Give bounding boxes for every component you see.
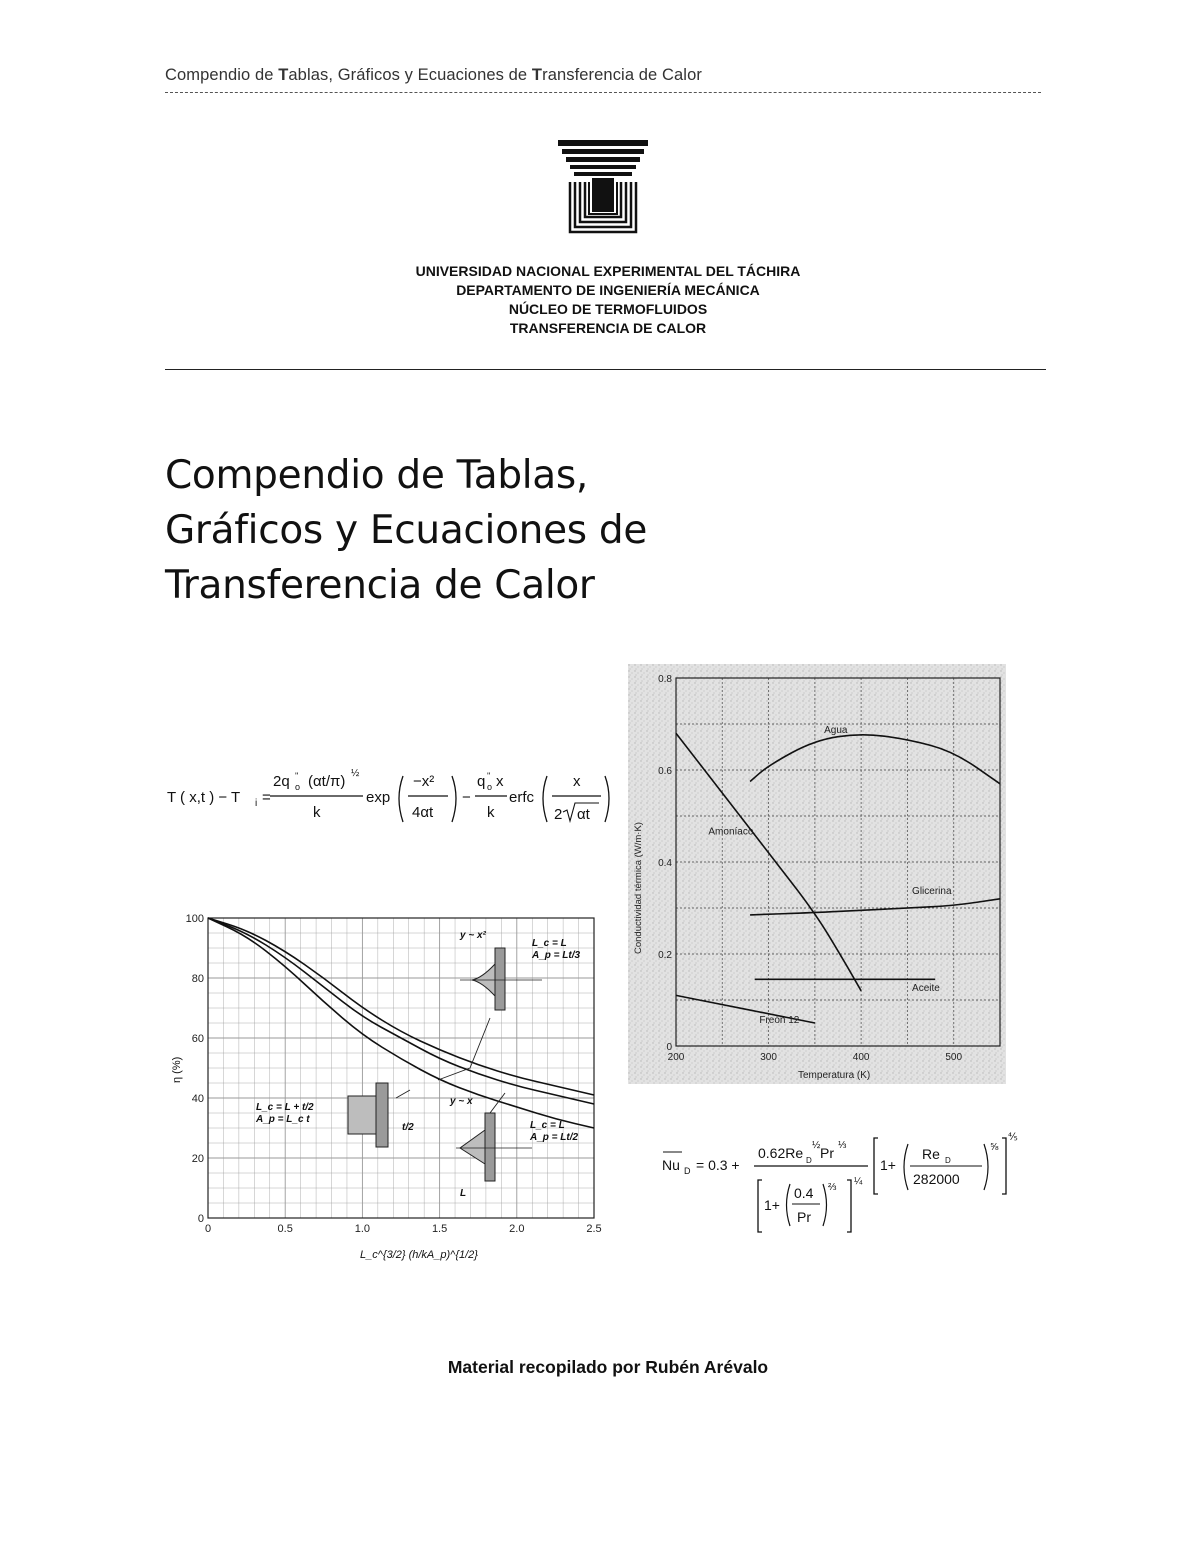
x-tick-label: 0 bbox=[204, 1223, 212, 1235]
nu-den-frac-num: 0.4 bbox=[794, 1185, 814, 1201]
title-line: Transferencia de Calor bbox=[165, 563, 595, 608]
eq-exp-den: 4αt bbox=[412, 804, 434, 821]
author-credit: Material recopilado por Rubén Arévalo bbox=[447, 1357, 769, 1377]
eq-erfc-num: x bbox=[573, 773, 581, 790]
fin-chart-xlabel: L_c^{3/2} (h/kA_p)^{1/2} bbox=[360, 1249, 478, 1261]
x-tick-label: 0.5 bbox=[277, 1223, 293, 1235]
eq-frac1-num: 2q bbox=[273, 773, 290, 790]
x-tick-label: 200 bbox=[667, 1052, 685, 1063]
nu-br-frac-den: 282000 bbox=[913, 1171, 960, 1187]
department-name: DEPARTAMENTO DE INGENIERÍA MECÁNICA bbox=[456, 282, 760, 298]
running-header-part: T bbox=[531, 66, 543, 84]
eq-frac1-num-exp: ½ bbox=[351, 768, 360, 779]
thermal-conductivity-chart bbox=[628, 664, 1006, 1084]
institution-name: UNIVERSIDAD NACIONAL EXPERIMENTAL DEL TÁCHIRA bbox=[415, 263, 801, 279]
fin-sketch-triangular bbox=[456, 1113, 532, 1181]
eq-lhs-sub: i bbox=[255, 798, 258, 809]
nu-br-one: 1+ bbox=[880, 1157, 896, 1173]
k-chart-ylabel: Conductividad térmica (W/m·K) bbox=[633, 822, 644, 954]
running-header-part: Compendio de bbox=[165, 66, 279, 84]
fin-chart-annotation: y ~ x² bbox=[460, 930, 486, 941]
eq-equals: = bbox=[262, 789, 271, 806]
eq-erfc-den-root: αt bbox=[577, 806, 590, 823]
nu-lhs-sub: D bbox=[684, 1166, 691, 1176]
fin-sketch-rectangular bbox=[348, 1083, 388, 1147]
running-header bbox=[165, 66, 702, 85]
series-label: Agua bbox=[824, 725, 848, 737]
x-tick-label: 400 bbox=[852, 1052, 870, 1063]
fin-chart-annotation: L_c = L bbox=[530, 1120, 565, 1131]
title-divider bbox=[165, 369, 1046, 370]
eq-exp: exp bbox=[366, 789, 391, 806]
fin-chart-annotation: L_c = L bbox=[532, 938, 567, 949]
fin-chart-annotation: y ~ x bbox=[450, 1096, 473, 1107]
course-name: TRANSFERENCIA DE CALOR bbox=[509, 320, 707, 336]
eq-lhs: T ( x,t ) − T bbox=[167, 789, 241, 806]
fin-chart-annotation: A_p = Lt/3 bbox=[532, 950, 581, 961]
nu-br-outer-exp: ⅘ bbox=[1008, 1132, 1018, 1143]
x-tick-label: 2.0 bbox=[509, 1223, 525, 1235]
x-tick-label: 1.0 bbox=[354, 1223, 371, 1235]
eq-frac1-num-sub: o bbox=[295, 782, 301, 792]
nu-den-exp: ⅔ bbox=[828, 1182, 837, 1193]
eq-frac2-den: k bbox=[487, 804, 495, 821]
fin-chart-annotation: A_p = Lt/2 bbox=[530, 1132, 579, 1143]
fin-chart-annotation: A_p = L_c t bbox=[256, 1114, 310, 1125]
fin-chart-annotation: L_c = L + t/2 bbox=[256, 1102, 314, 1113]
eq-frac2-num-sup: '' bbox=[487, 771, 491, 781]
y-tick-label: 0.2 bbox=[658, 950, 672, 961]
running-header-part: T bbox=[278, 66, 289, 84]
fin-chart-ylabel: η (%) bbox=[171, 1056, 183, 1083]
eq-frac1-num-sup: '' bbox=[295, 771, 299, 781]
eq-minus: − bbox=[462, 789, 471, 806]
x-tick-label: 1.5 bbox=[431, 1223, 448, 1235]
section-name: NÚCLEO DE TERMOFLUIDOS bbox=[508, 301, 708, 317]
nu-num-sub: D bbox=[806, 1156, 812, 1165]
nu-num-exp2: ⅓ bbox=[838, 1140, 847, 1151]
nu-br-inner-exp: ⅝ bbox=[990, 1142, 999, 1153]
y-tick-label: 60 bbox=[191, 1033, 204, 1045]
nu-num-exp1: ½ bbox=[812, 1140, 821, 1151]
eq-frac2-num-rest: x bbox=[496, 773, 504, 790]
y-tick-label: 20 bbox=[191, 1153, 204, 1165]
series-label: Glicerina bbox=[912, 886, 952, 898]
y-tick-label: 0.4 bbox=[658, 858, 672, 869]
eq-erfc: erfc bbox=[509, 789, 535, 806]
fin-chart-annotation: L bbox=[460, 1188, 467, 1199]
eq-frac1-den: k bbox=[313, 804, 321, 821]
running-header-part: ransferencia de Calor bbox=[542, 66, 702, 84]
title-line: Gráficos y Ecuaciones de bbox=[165, 508, 648, 553]
x-tick-label: 500 bbox=[945, 1052, 963, 1063]
y-tick-label: 40 bbox=[191, 1093, 204, 1105]
y-tick-label: 0.6 bbox=[658, 766, 672, 777]
university-logo bbox=[556, 138, 650, 236]
nusselt-correlation-equation bbox=[660, 1122, 1030, 1240]
eq-frac1-num-rest: (αt/π) bbox=[308, 773, 346, 790]
eq-exp-num: −x² bbox=[413, 773, 435, 790]
y-tick-label: 100 bbox=[185, 913, 204, 925]
title-line: Compendio de Tablas, bbox=[165, 453, 589, 498]
y-tick-label: 0 bbox=[666, 1042, 672, 1053]
nu-num: 0.62Re bbox=[758, 1145, 804, 1161]
document-title bbox=[165, 448, 785, 613]
nu-const: = 0.3 + bbox=[696, 1157, 740, 1173]
k-chart-xlabel: Temperatura (K) bbox=[798, 1070, 871, 1081]
institution-block bbox=[300, 262, 916, 338]
series-label: Freón 12 bbox=[759, 1015, 800, 1026]
x-tick-label: 300 bbox=[760, 1052, 777, 1063]
fin-sketch-parabolic bbox=[460, 948, 542, 1010]
x-tick-label: 2.5 bbox=[586, 1223, 602, 1235]
nu-den-one: 1+ bbox=[764, 1197, 780, 1213]
transient-conduction-equation bbox=[165, 762, 615, 830]
header-divider bbox=[165, 92, 1041, 93]
running-header-part: ablas, Gráficos y Ecuaciones de bbox=[288, 66, 532, 84]
nu-den-frac-den: Pr bbox=[797, 1209, 811, 1225]
eq-erfc-den-pre: 2 bbox=[554, 806, 563, 823]
series-label: Amoníaco bbox=[708, 826, 754, 838]
scan-background bbox=[628, 664, 1006, 1084]
y-tick-label: 0.8 bbox=[658, 674, 672, 685]
eq-frac2-num-sub: o bbox=[487, 782, 493, 792]
nu-den-outer-exp: ¼ bbox=[854, 1176, 863, 1187]
nu-br-frac-num: Re bbox=[922, 1146, 940, 1162]
y-tick-label: 80 bbox=[191, 973, 204, 985]
fin-chart-annotation: t/2 bbox=[402, 1122, 414, 1133]
nu-num-pr: Pr bbox=[820, 1145, 834, 1161]
nu-lhs: Nu bbox=[662, 1157, 680, 1173]
nu-br-frac-num-sub: D bbox=[945, 1156, 951, 1165]
y-tick-label: 0 bbox=[197, 1213, 204, 1225]
eq-frac2-num: q bbox=[477, 773, 486, 790]
series-label: Aceite bbox=[912, 982, 940, 994]
fin-efficiency-chart bbox=[160, 908, 610, 1268]
